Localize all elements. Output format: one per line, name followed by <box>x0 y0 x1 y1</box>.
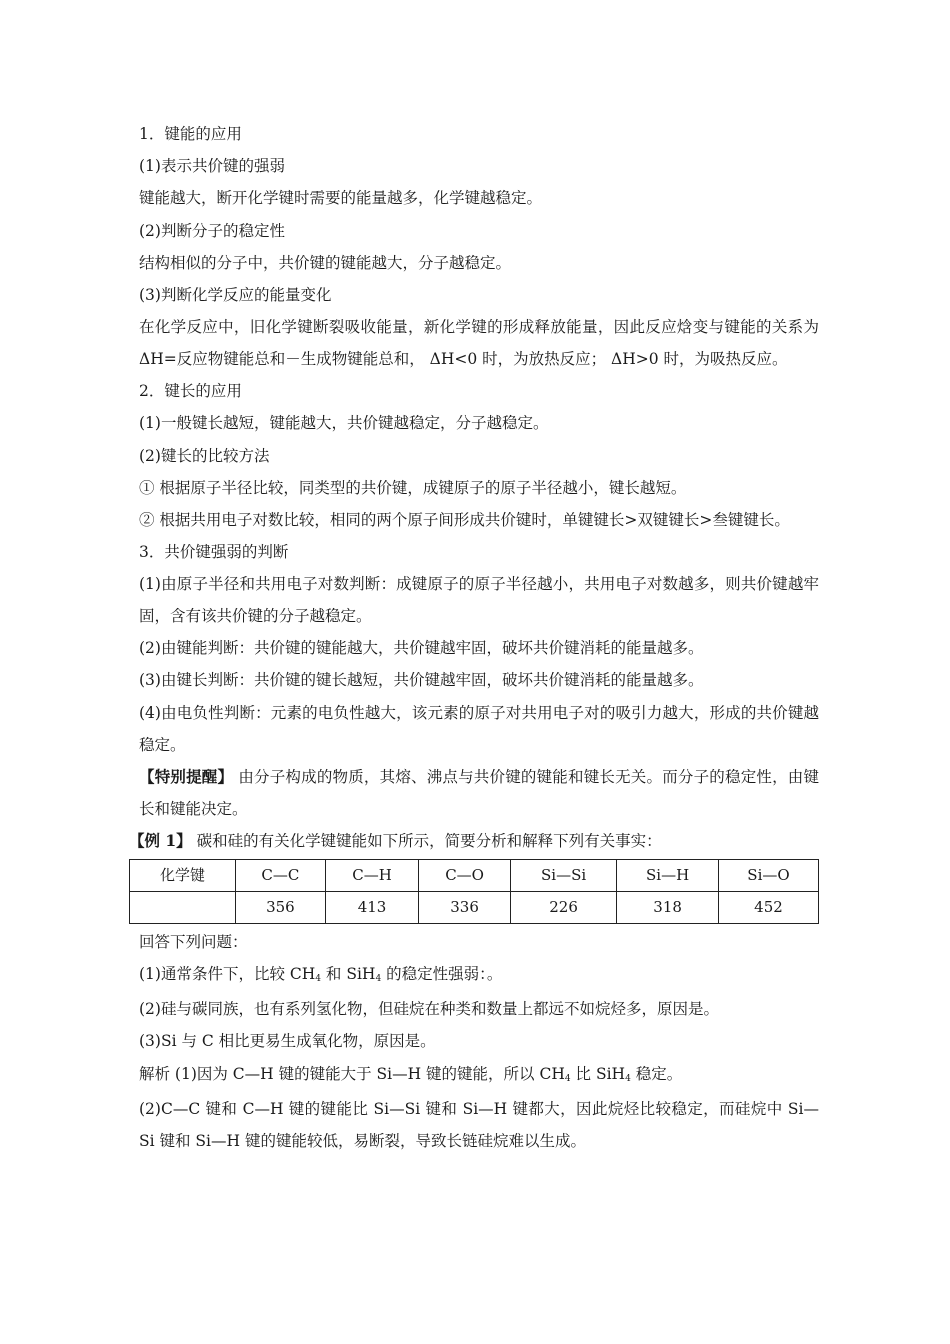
question-1-text-a: (1)通常条件下，比较 CH <box>139 965 316 984</box>
section-1-1-title: (1)表示共价键的强弱 <box>139 157 285 176</box>
analysis-1 <box>139 1058 819 1093</box>
question-2: (2)硅与碳同族，也有系列氢化物，但硅烷在种类和数量上都远不如烷烃多，原因是。 <box>139 1000 719 1019</box>
table-cell-value: 452 <box>718 891 818 923</box>
analysis-1-text-c: 稳定。 <box>630 1064 683 1083</box>
table-cell-bond: Si—O <box>718 859 818 891</box>
section-3-3-text: (3)由键长判断：共价键的键长越短，共价键越牢固，破坏共价键消耗的能量越多。 <box>139 671 704 690</box>
section-3-2-text: (2)由键能判断：共价键的键能越大，共价键越牢固，破坏共价键消耗的能量越多。 <box>139 639 704 658</box>
table-cell-bond: C—O <box>419 859 511 891</box>
table-header-label: 化学键 <box>130 859 236 891</box>
table-cell-bond: Si—Si <box>510 859 616 891</box>
question-1 <box>139 958 819 993</box>
subscript: 4 <box>564 1073 571 1084</box>
question-1-text-c: 的稳定性强弱：。 <box>381 965 503 984</box>
section-3-title: 3．共价键强弱的判断 <box>139 543 289 562</box>
table-cell-value: 318 <box>617 891 719 923</box>
bond-energy-table <box>129 859 819 924</box>
section-2-2-item-b: ② 根据共用电子对数比较，相同的两个原子间形成共价键时，单键键长>双键键长>叁键键长。 <box>139 511 790 530</box>
example-label: 【例 1】 <box>129 830 192 850</box>
table-cell-value: 413 <box>325 891 418 923</box>
section-1-title: 1．键能的应用 <box>139 125 242 143</box>
table-cell-value: 356 <box>236 891 326 923</box>
table-row-values <box>130 891 819 923</box>
tip-text: 由分子构成的物质，其熔、沸点与共价键的键能和键长无关。而分子的稳定性，由键长和键能决定。 <box>139 767 819 818</box>
subscript: 4 <box>625 1073 631 1084</box>
section-2-1-text: (1)一般键长越短，键能越大，共价键越稳定，分子越稳定。 <box>139 414 549 433</box>
table-cell-value: 226 <box>510 891 616 923</box>
section-1-3-text: 在化学反应中，旧化学键断裂吸收能量，新化学键的形成释放能量，因此反应焓变与键能的关系为 ΔH=反应物键能总和－生成物键能总和， ΔH<0 时，为放热反应； ΔH>0 时，为吸热反应。 <box>139 318 819 369</box>
section-1-3-title: (3)判断化学反应的能量变化 <box>139 286 332 305</box>
table-row-bonds <box>130 859 819 891</box>
subscript: 4 <box>375 974 382 985</box>
table-cell-bond: C—C <box>236 859 326 891</box>
question-3: (3)Si 与 C 相比更易生成氧化物，原因是。 <box>139 1032 436 1051</box>
table-cell-value: 336 <box>419 891 511 923</box>
question-1-text-b: 和 SiH <box>321 965 376 984</box>
section-2-title: 2．键长的应用 <box>139 382 242 401</box>
special-tip <box>139 761 819 825</box>
section-3-4-text: (4)由电负性判断：元素的电负性越大，该元素的原子对共用电子对的吸引力越大，形成的共价键越稳定。 <box>139 703 819 754</box>
analysis-1-text-a: 解析 (1)因为 C—H 键的键能大于 Si—H 键的键能，所以 CH <box>139 1064 565 1083</box>
section-1-2-text: 结构相似的分子中，共价键的键能越大，分子越稳定。 <box>139 253 512 272</box>
tip-label: 【特别提醒】 <box>139 766 234 786</box>
subscript: 4 <box>315 974 321 985</box>
example-text: 碳和硅的有关化学键键能如下所示，简要分析和解释下列有关事实： <box>191 831 662 850</box>
section-2-2-title: (2)键长的比较方法 <box>139 446 270 465</box>
questions-intro: 回答下列问题： <box>139 932 248 951</box>
section-1-2-title: (2)判断分子的稳定性 <box>139 221 285 240</box>
table-cell-empty <box>130 891 236 923</box>
example-heading <box>129 825 819 857</box>
section-1-1-text: 键能越大，断开化学键时需要的能量越多，化学键越稳定。 <box>139 189 543 208</box>
table-cell-bond: C—H <box>325 859 418 891</box>
document-content <box>129 118 819 1157</box>
analysis-2: (2)C—C 键和 C—H 键的键能比 Si—Si 键和 Si—H 键都大，因此烷烃比较稳定，而硅烷中 Si—Si 键和 Si—H 键的键能较低，易断裂，导致长链硅烷难以生成。 <box>139 1099 819 1150</box>
table-cell-bond: Si—H <box>617 859 719 891</box>
section-2-2-item-a: ① 根据原子半径比较，同类型的共价键，成键原子的原子半径越小，键长越短。 <box>139 478 687 497</box>
section-3-1-text: (1)由原子半径和共用电子对数判断：成键原子的原子半径越小，共用电子对数越多，则共价键越牢固，含有该共价键的分子越稳定。 <box>139 575 819 626</box>
analysis-1-text-b: 比 SiH <box>570 1064 626 1083</box>
